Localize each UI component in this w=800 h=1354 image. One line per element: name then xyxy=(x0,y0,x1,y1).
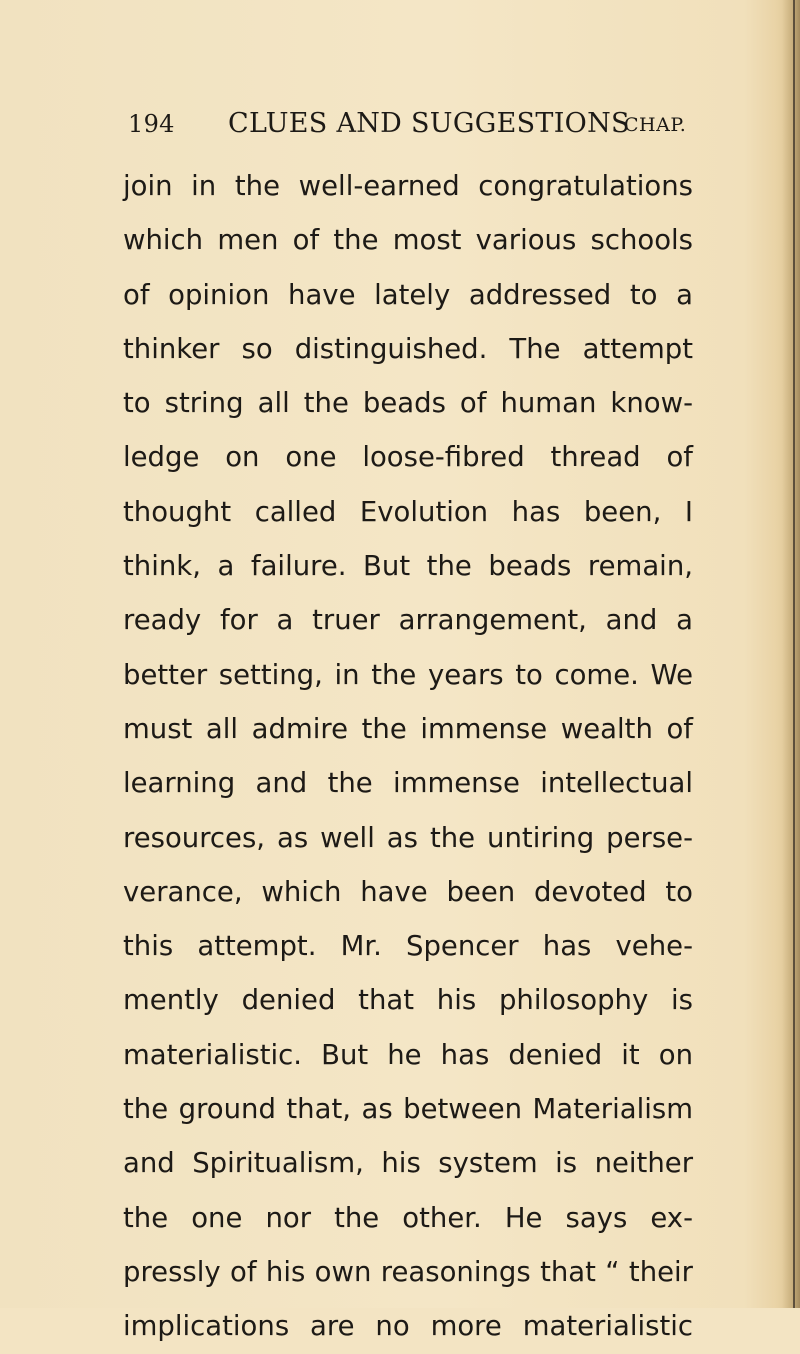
text-line: the one nor the other. He says ex- xyxy=(123,1201,693,1234)
text-line: pressly of his own reasonings that “ their xyxy=(123,1255,693,1288)
text-line: join in the well-earned congratulations xyxy=(123,170,693,202)
chapter-label: CHAP. xyxy=(624,114,687,136)
text-line: mently denied that his philosophy is xyxy=(123,984,693,1017)
page-edge-shadow xyxy=(782,0,800,1308)
text-line: verance, which have been devoted to xyxy=(123,875,693,908)
page-edge-line xyxy=(793,0,795,1308)
text-line: the ground that, as between Materialism xyxy=(123,1093,693,1126)
text-line: ready for a truer arrangement, and a xyxy=(123,604,693,637)
text-line: implications are no more materialistic xyxy=(123,1310,693,1343)
text-line: and Spiritualism, his system is neither xyxy=(123,1147,693,1180)
text-line: to string all the beads of human know- xyxy=(123,387,693,420)
running-title: CLUES AND SUGGESTIONS xyxy=(228,108,630,139)
text-line: thought called Evolution has been, I xyxy=(123,495,693,528)
text-line: ledge on one loose-fibred thread of xyxy=(123,441,693,474)
text-line: resources, as well as the untiring perse- xyxy=(123,821,693,854)
text-line: of opinion have lately addressed to a xyxy=(123,278,693,311)
text-line: must all admire the immense wealth of xyxy=(123,712,693,745)
body-text xyxy=(123,159,693,1354)
text-line: materialistic. But he has denied it on xyxy=(123,1038,693,1071)
text-line: learning and the immense intellectual xyxy=(123,767,693,800)
text-line: think, a failure. But the beads remain, xyxy=(123,550,693,583)
text-line: which men of the most various schools xyxy=(123,224,693,257)
text-line: this attempt. Mr. Spencer has vehe- xyxy=(123,930,693,963)
page-number: 194 xyxy=(128,110,175,138)
text-line: thinker so distinguished. The attempt xyxy=(123,332,693,365)
text-line: better setting, in the years to come. We xyxy=(123,658,693,691)
running-head xyxy=(128,108,688,148)
